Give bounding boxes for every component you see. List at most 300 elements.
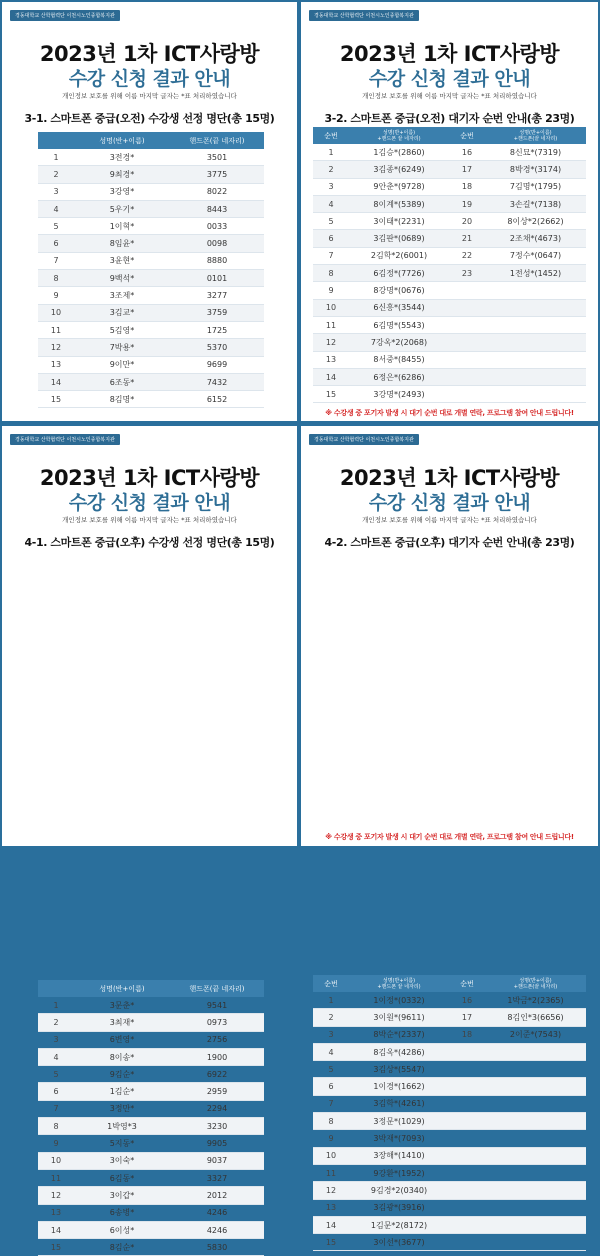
table-cell: 8 xyxy=(38,1118,74,1135)
panel-afternoon-waitlist xyxy=(301,426,598,1247)
table-cell: 5지동* xyxy=(74,1135,170,1152)
table-cell: 18 xyxy=(449,1026,485,1043)
table-cell: 9 xyxy=(313,282,349,299)
table-cell: 8 xyxy=(313,1113,349,1130)
table-cell: 6152 xyxy=(170,391,264,408)
table-row xyxy=(38,391,264,408)
table-row xyxy=(38,304,264,321)
table-row xyxy=(38,1014,264,1031)
table-cell xyxy=(449,1182,485,1199)
privacy-note: 개인정보 보호를 위해 이름 마지막 글자는 *표 처리하였습니다 xyxy=(62,516,237,524)
table-cell: 2김학*2(6001) xyxy=(349,247,449,264)
table-row xyxy=(38,1169,264,1186)
table-cell: 3 xyxy=(38,1031,74,1048)
table-cell: 4 xyxy=(313,1043,349,1060)
column-header: 성명(반+이름) +핸드폰 끝 네자리) xyxy=(349,975,449,992)
table-row xyxy=(313,1234,586,1251)
table-cell: 6김동* xyxy=(74,1169,170,1186)
privacy-note: 개인정보 보호를 위해 이름 마지막 글자는 *표 처리하였습니다 xyxy=(62,92,237,100)
table-cell xyxy=(485,351,586,368)
table-cell: 4246 xyxy=(170,1221,264,1238)
table-cell: 6 xyxy=(313,1078,349,1095)
table-cell: 9최경* xyxy=(74,166,170,183)
table-cell: 10 xyxy=(313,1147,349,1164)
table-cell: 0101 xyxy=(170,270,264,287)
table-cell: 9541 xyxy=(170,997,264,1014)
table-cell: 3이태*(2231) xyxy=(349,213,449,230)
table-cell: 6신흥*(3544) xyxy=(349,299,449,316)
table-cell: 3김상*(5547) xyxy=(349,1061,449,1078)
table-cell: 6 xyxy=(313,230,349,247)
table-cell: 4 xyxy=(313,195,349,212)
table-cell: 9037 xyxy=(170,1152,264,1169)
table-cell: 3이선*(3677) xyxy=(349,1234,449,1251)
table-cell: 8신묘*(7319) xyxy=(485,144,586,161)
panel-morning-waitlist xyxy=(301,2,598,421)
table-cell: 6송병* xyxy=(74,1204,170,1221)
selected-table xyxy=(38,132,264,408)
table-cell: 1이혁* xyxy=(74,218,170,235)
table-cell xyxy=(449,316,485,333)
table-cell: 3501 xyxy=(170,149,264,166)
table-cell: 3윤현* xyxy=(74,252,170,269)
column-header xyxy=(38,980,74,997)
table-cell: 14 xyxy=(313,368,349,385)
table-cell: 1박영*3 xyxy=(74,1118,170,1135)
table-row xyxy=(313,213,586,230)
table-cell: 7김명*(1795) xyxy=(485,178,586,195)
table-cell xyxy=(449,368,485,385)
table-cell: 0973 xyxy=(170,1014,264,1031)
column-header: 성명(반+이름) +핸드폰(끝 네자리) xyxy=(485,127,586,144)
table-cell: 3775 xyxy=(170,166,264,183)
table-cell: 8 xyxy=(313,265,349,282)
table-row xyxy=(313,299,586,316)
page-title: 2023년 1차 ICT사랑방 xyxy=(39,466,260,490)
page-subtitle: 수강 신청 결과 안내 xyxy=(68,68,231,90)
table-row xyxy=(313,1182,586,1199)
table-row xyxy=(313,230,586,247)
table-cell: 23 xyxy=(449,265,485,282)
table-cell: 21 xyxy=(449,230,485,247)
table-row xyxy=(313,1061,586,1078)
table-row xyxy=(38,287,264,304)
table-row xyxy=(313,1095,586,1112)
table-cell: 3박재*(7093) xyxy=(349,1130,449,1147)
table-cell: 6 xyxy=(38,235,74,252)
table-cell: 3김교* xyxy=(74,304,170,321)
table-cell: 9강환*(1952) xyxy=(349,1164,449,1181)
table-row xyxy=(38,1031,264,1048)
table-cell xyxy=(449,1234,485,1251)
selected-table xyxy=(38,980,264,1256)
table-cell: 8박경*(3174) xyxy=(485,161,586,178)
table-cell: 8김순* xyxy=(74,1239,170,1256)
table-cell xyxy=(485,1113,586,1130)
table-cell: 9 xyxy=(38,287,74,304)
table-cell: 1 xyxy=(313,992,349,1009)
table-cell xyxy=(485,1234,586,1251)
table-cell: 3230 xyxy=(170,1118,264,1135)
table-row xyxy=(38,235,264,252)
table-cell: 5 xyxy=(313,1061,349,1078)
table-cell: 3문춘* xyxy=(74,997,170,1014)
privacy-note: 개인정보 보호를 위해 이름 마지막 글자는 *표 처리하였습니다 xyxy=(362,92,537,100)
table-cell: 19 xyxy=(449,195,485,212)
page-title: 2023년 1차 ICT사랑방 xyxy=(339,466,560,490)
table-cell: 6김명*(5543) xyxy=(349,316,449,333)
table-cell xyxy=(449,334,485,351)
table-cell: 6변영* xyxy=(74,1031,170,1048)
table-row xyxy=(313,144,586,161)
table-cell: 2이준*(7543) xyxy=(485,1026,586,1043)
table-cell: 3 xyxy=(313,178,349,195)
table-cell: 8880 xyxy=(170,252,264,269)
table-cell: 5김영* xyxy=(74,321,170,338)
table-cell: 12 xyxy=(313,1182,349,1199)
table-row xyxy=(313,1113,586,1130)
table-cell xyxy=(485,1095,586,1112)
table-cell: 3김종*(6249) xyxy=(349,161,449,178)
table-row xyxy=(38,183,264,200)
table-cell: 7 xyxy=(38,252,74,269)
table-row xyxy=(38,1221,264,1238)
table-cell: 7강옥*2(2068) xyxy=(349,334,449,351)
table-cell: 2294 xyxy=(170,1100,264,1117)
table-cell: 3이갑* xyxy=(74,1187,170,1204)
table-cell: 5830 xyxy=(170,1239,264,1256)
table-row xyxy=(313,1147,586,1164)
table-cell: 14 xyxy=(38,373,74,390)
table-cell: 9이만* xyxy=(74,356,170,373)
table-cell xyxy=(449,1061,485,1078)
table-cell: 17 xyxy=(449,161,485,178)
table-cell: 1 xyxy=(313,144,349,161)
table-row xyxy=(38,997,264,1014)
table-cell xyxy=(485,1199,586,1216)
section-title: 3-1. 스마트폰 중급(오전) 수강생 선정 명단(총 15명) xyxy=(24,112,275,125)
table-cell: 8김옥*(4286) xyxy=(349,1043,449,1060)
waitlist-notice: ※ 수강생 중 포기자 발생 시 대기 순번 대로 개별 연락, 프로그램 참여 안내 드립니다! xyxy=(325,833,574,841)
table-cell xyxy=(485,1130,586,1147)
table-cell: 13 xyxy=(38,356,74,373)
table-cell xyxy=(485,1164,586,1181)
table-row xyxy=(313,282,586,299)
table-cell xyxy=(485,1147,586,1164)
table-row xyxy=(313,351,586,368)
table-cell: 16 xyxy=(449,992,485,1009)
table-cell: 2 xyxy=(313,1009,349,1026)
table-row xyxy=(38,321,264,338)
column-header: 성명(반+이름) +핸드폰 끝 네자리) xyxy=(349,127,449,144)
table-cell: 4246 xyxy=(170,1204,264,1221)
table-cell: 6 xyxy=(38,1083,74,1100)
column-header: 순번 xyxy=(313,975,349,992)
table-cell xyxy=(485,1078,586,1095)
table-row xyxy=(38,373,264,390)
table-row xyxy=(38,252,264,269)
table-cell: 7박용* xyxy=(74,339,170,356)
table-cell: 5 xyxy=(38,1066,74,1083)
table-cell xyxy=(449,1147,485,1164)
table-cell: 18 xyxy=(449,178,485,195)
table-cell: 3장해*(1410) xyxy=(349,1147,449,1164)
table-cell: 9김순* xyxy=(74,1066,170,1083)
table-cell: 6이성* xyxy=(74,1221,170,1238)
table-cell: 16 xyxy=(449,144,485,161)
table-cell: 11 xyxy=(38,321,74,338)
table-cell: 2조채*(4673) xyxy=(485,230,586,247)
table-cell: 7정수*(0647) xyxy=(485,247,586,264)
table-cell: 9안춘*(9728) xyxy=(349,178,449,195)
table-cell: 8강명*(0676) xyxy=(349,282,449,299)
table-cell: 1김승*(2860) xyxy=(349,144,449,161)
table-cell: 11 xyxy=(38,1169,74,1186)
table-cell xyxy=(449,386,485,403)
table-row xyxy=(38,166,264,183)
table-cell: 10 xyxy=(313,299,349,316)
table-row xyxy=(38,200,264,217)
table-cell: 3강명*(2493) xyxy=(349,386,449,403)
table-cell: 5370 xyxy=(170,339,264,356)
table-row xyxy=(38,1083,264,1100)
table-cell: 12 xyxy=(38,1187,74,1204)
table-row xyxy=(313,1130,586,1147)
column-header: 성명(반+이름) +핸드폰(끝 네자리) xyxy=(485,975,586,992)
table-cell: 15 xyxy=(38,391,74,408)
table-header-row xyxy=(313,127,586,144)
waitlist-table xyxy=(313,127,586,403)
table-cell: 13 xyxy=(38,1204,74,1221)
table-cell: 6조동* xyxy=(74,373,170,390)
table-cell xyxy=(449,1113,485,1130)
column-header: 성명(반+이름) xyxy=(74,980,170,997)
table-cell: 3손길*(7138) xyxy=(485,195,586,212)
page-subtitle: 수강 신청 결과 안내 xyxy=(368,68,531,90)
column-header: 순번 xyxy=(449,975,485,992)
table-cell: 7 xyxy=(313,247,349,264)
table-cell: 1900 xyxy=(170,1048,264,1065)
table-cell: 8이상*2(2662) xyxy=(485,213,586,230)
table-row xyxy=(313,247,586,264)
table-cell xyxy=(449,1043,485,1060)
table-row xyxy=(38,270,264,287)
privacy-note: 개인정보 보호를 위해 이름 마지막 글자는 *표 처리하였습니다 xyxy=(362,516,537,524)
table-cell: 11 xyxy=(313,1164,349,1181)
table-cell: 3조제* xyxy=(74,287,170,304)
table-cell: 9 xyxy=(38,1135,74,1152)
table-cell: 6922 xyxy=(170,1066,264,1083)
table-cell: 8김인*3(6656) xyxy=(485,1009,586,1026)
page-subtitle: 수강 신청 결과 안내 xyxy=(68,492,231,514)
panel-afternoon-selected xyxy=(2,426,297,1252)
table-cell: 0098 xyxy=(170,235,264,252)
table-cell xyxy=(485,1216,586,1233)
table-cell: 22 xyxy=(449,247,485,264)
table-cell: 1725 xyxy=(170,321,264,338)
section-title: 3-2. 스마트폰 중급(오전) 대기자 순번 안내(총 23명) xyxy=(324,112,575,125)
org-badge: 경동대학교 산학협력단 이천시노인종합복지관 xyxy=(10,434,120,445)
table-cell: 8이송* xyxy=(74,1048,170,1065)
table-row xyxy=(38,339,264,356)
table-cell: 2 xyxy=(38,166,74,183)
column-header xyxy=(38,132,74,149)
table-cell: 9905 xyxy=(170,1135,264,1152)
table-row xyxy=(38,1152,264,1169)
table-cell: 10 xyxy=(38,304,74,321)
table-cell: 1전성*(1452) xyxy=(485,265,586,282)
column-header: 순번 xyxy=(449,127,485,144)
table-row xyxy=(38,356,264,373)
table-cell: 8서중*(8455) xyxy=(349,351,449,368)
table-cell: 3 xyxy=(313,1026,349,1043)
table-cell: 2959 xyxy=(170,1083,264,1100)
org-badge: 경동대학교 산학협력단 이천시노인종합복지관 xyxy=(10,10,120,21)
column-header: 순번 xyxy=(313,127,349,144)
table-cell: 3이숙* xyxy=(74,1152,170,1169)
table-cell xyxy=(485,368,586,385)
table-cell: 12 xyxy=(38,339,74,356)
page-title: 2023년 1차 ICT사랑방 xyxy=(339,42,560,66)
table-row xyxy=(313,1164,586,1181)
table-row xyxy=(313,316,586,333)
table-cell: 1김순* xyxy=(74,1083,170,1100)
table-row xyxy=(313,1216,586,1233)
table-row xyxy=(313,1199,586,1216)
table-cell: 3정만* xyxy=(74,1100,170,1117)
table-cell: 3 xyxy=(38,183,74,200)
table-row xyxy=(313,195,586,212)
table-cell xyxy=(449,1164,485,1181)
section-title: 4-2. 스마트폰 중급(오후) 대기자 순번 안내(총 23명) xyxy=(324,536,575,549)
table-cell: 17 xyxy=(449,1009,485,1026)
table-cell xyxy=(485,299,586,316)
table-cell: 15 xyxy=(313,1234,349,1251)
table-row xyxy=(38,1118,264,1135)
table-cell xyxy=(485,386,586,403)
table-cell xyxy=(449,282,485,299)
table-cell: 5우기* xyxy=(74,200,170,217)
table-cell: 5 xyxy=(38,218,74,235)
table-row xyxy=(313,1043,586,1060)
table-row xyxy=(38,218,264,235)
table-cell: 8443 xyxy=(170,200,264,217)
table-cell: 15 xyxy=(38,1239,74,1256)
table-row xyxy=(313,334,586,351)
table-cell: 15 xyxy=(313,386,349,403)
table-cell xyxy=(485,1043,586,1060)
table-row xyxy=(313,1009,586,1026)
table-cell: 5 xyxy=(313,213,349,230)
table-cell: 3강영* xyxy=(74,183,170,200)
column-header: 성명(반+이름) xyxy=(74,132,170,149)
table-cell: 10 xyxy=(38,1152,74,1169)
table-row xyxy=(313,1026,586,1043)
table-row xyxy=(313,368,586,385)
table-cell: 9백석* xyxy=(74,270,170,287)
waitlist-notice: ※ 수강생 중 포기자 발생 시 대기 순번 대로 개별 연락, 프로그램 참여 안내 드립니다! xyxy=(325,409,574,417)
table-cell xyxy=(485,316,586,333)
table-cell: 9699 xyxy=(170,356,264,373)
table-row xyxy=(313,992,586,1009)
table-cell: 14 xyxy=(38,1221,74,1238)
table-cell: 4 xyxy=(38,1048,74,1065)
page-title: 2023년 1차 ICT사랑방 xyxy=(39,42,260,66)
table-cell: 3정문*(1029) xyxy=(349,1113,449,1130)
table-row xyxy=(38,1066,264,1083)
table-row xyxy=(38,1135,264,1152)
table-cell xyxy=(449,299,485,316)
column-header: 핸드폰(끝 네자리) xyxy=(170,980,264,997)
table-cell: 1 xyxy=(38,149,74,166)
table-cell: 2 xyxy=(38,1014,74,1031)
table-cell: 3김판*(0689) xyxy=(349,230,449,247)
table-row xyxy=(38,1187,264,1204)
table-cell: 12 xyxy=(313,334,349,351)
table-cell xyxy=(449,1095,485,1112)
table-row xyxy=(313,1078,586,1095)
table-cell: 8임윤* xyxy=(74,235,170,252)
table-header-row xyxy=(313,975,586,992)
table-cell: 3최재* xyxy=(74,1014,170,1031)
table-cell: 2012 xyxy=(170,1187,264,1204)
table-cell: 7432 xyxy=(170,373,264,390)
table-cell: 3김학*(4261) xyxy=(349,1095,449,1112)
table-cell: 3327 xyxy=(170,1169,264,1186)
table-cell: 1박금*2(2365) xyxy=(485,992,586,1009)
table-row xyxy=(313,178,586,195)
table-cell xyxy=(485,334,586,351)
table-cell: 3277 xyxy=(170,287,264,304)
table-row xyxy=(313,161,586,178)
table-cell xyxy=(485,1182,586,1199)
table-cell: 20 xyxy=(449,213,485,230)
table-cell xyxy=(449,351,485,368)
table-cell: 0033 xyxy=(170,218,264,235)
table-cell: 1 xyxy=(38,997,74,1014)
table-cell xyxy=(449,1078,485,1095)
table-cell: 3759 xyxy=(170,304,264,321)
table-cell xyxy=(449,1130,485,1147)
table-cell: 8박순*(2337) xyxy=(349,1026,449,1043)
section-title: 4-1. 스마트폰 중급(오후) 수강생 선정 명단(총 15명) xyxy=(24,536,275,549)
table-cell: 4 xyxy=(38,200,74,217)
table-cell: 13 xyxy=(313,1199,349,1216)
table-row xyxy=(38,1048,264,1065)
table-cell xyxy=(485,1061,586,1078)
table-row xyxy=(38,1204,264,1221)
table-cell: 1이정*(0332) xyxy=(349,992,449,1009)
table-cell xyxy=(485,282,586,299)
table-cell: 9 xyxy=(313,1130,349,1147)
table-cell xyxy=(449,1199,485,1216)
table-cell: 8이계*(5389) xyxy=(349,195,449,212)
table-cell: 8 xyxy=(38,270,74,287)
table-cell: 1김문*2(8172) xyxy=(349,1216,449,1233)
column-header: 핸드폰(끝 네자리) xyxy=(170,132,264,149)
table-cell: 6정은*(6286) xyxy=(349,368,449,385)
table-cell xyxy=(449,1216,485,1233)
waitlist-table xyxy=(313,975,586,1251)
table-header-row xyxy=(38,132,264,149)
table-cell: 8김명* xyxy=(74,391,170,408)
org-badge: 경동대학교 산학협력단 이천시노인종합복지관 xyxy=(309,10,419,21)
table-cell: 3전경* xyxy=(74,149,170,166)
table-cell: 9김경*2(0340) xyxy=(349,1182,449,1199)
table-row xyxy=(38,1239,264,1256)
panel-morning-selected xyxy=(2,2,297,421)
table-cell: 1이경*(1662) xyxy=(349,1078,449,1095)
